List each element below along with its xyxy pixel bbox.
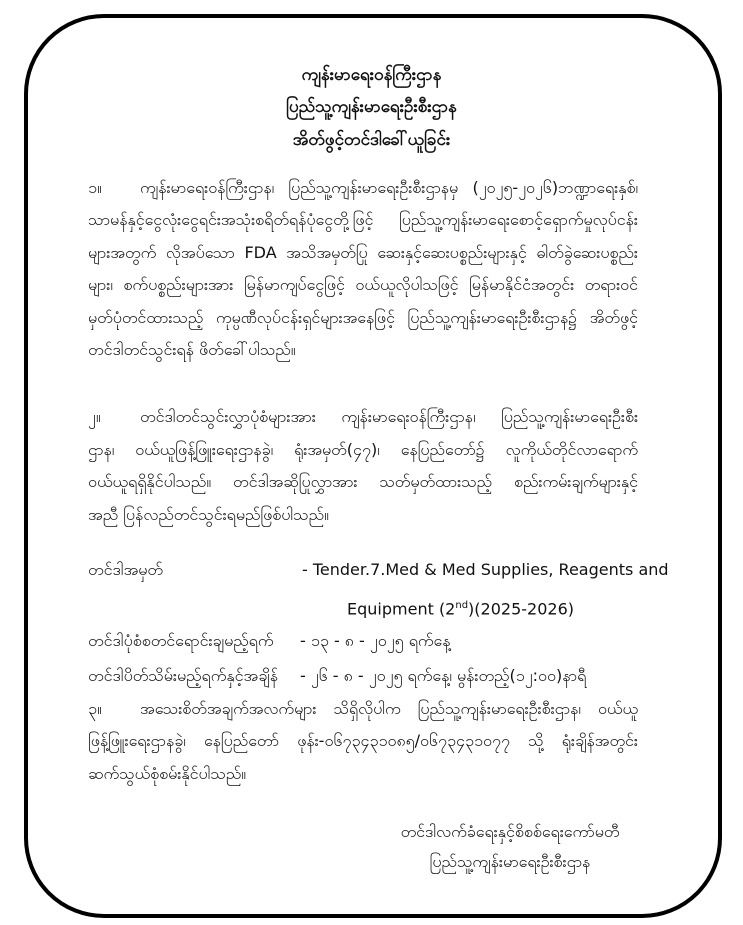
para2-line: အညီ ပြန်လည်တင်သွင်းရမည်ဖြစ်ပါသည်။ bbox=[88, 505, 329, 524]
sale-start-label: တင်ဒါပုံစံစတင်ရောင်းချမည့်ရက် bbox=[88, 631, 274, 650]
closing-label: တင်ဒါပိတ်သိမ်းမည့်ရက်နှင့်အချိန် bbox=[88, 666, 279, 685]
tender-number-value-cont bbox=[347, 595, 574, 620]
para2-line: ဝယ်ယူရရှိနိုင်ပါသည်။ တင်ဒါအဆိုပြုလွှာအား သတ်မှတ်ထားသည့် စည်းကမ်းချက်များနှင့် bbox=[88, 472, 638, 491]
para1-line: မှတ်ပုံတင်ထားသည့် ကုမ္ပဏီလုပ်ငန်းရှင်များအနေဖြင့် ပြည်သူ့ကျန်းမာရေးဦးစီးဌာန၌ အိတ်ဖွင့် bbox=[88, 308, 638, 327]
signature-committee: တင်ဒါလက်ခံရေးနှင့်စိစစ်ရေးကော်မတီ bbox=[400, 822, 620, 841]
para2-line: ဌာန၊ ဝယ်ယူဖြန့်ဖြူးရေးဌာနခွဲ၊ ရုံးအမှတ်(၄၇)၊ နေပြည်တော်၌ လူကိုယ်တိုင်လာရောက် bbox=[88, 440, 638, 459]
para1-line: ကျန်းမာရေးဝန်ကြီးဌာန၊ ပြည်သူ့ကျန်းမာရေးဦးစီးဌာနမှ (၂၀၂၅-၂၀၂၆)ဘဏ္ဍာရေးနှစ်၊ bbox=[140, 178, 638, 197]
tender-year-text: )(2025-2026) bbox=[468, 599, 574, 619]
para3-line: အသေးစိတ်အချက်အလက်များ သိရှိလိုပါက ပြည်သူ့ကျန်းမာရေးဦးစီးဌာန၊ ဝယ်ယူ bbox=[140, 699, 638, 718]
tender-number-label: တင်ဒါအမှတ် bbox=[88, 560, 163, 579]
para1-line: သာမန်နှင့်ငွေလုံးငွေရင်းအသုံးစရိတ်ရန်ပုံငွေတို့ဖြင့် ပြည်သူ့ကျန်းမာရေးစောင့်ရှောက်မှုလုပ်ငန်း bbox=[88, 210, 638, 229]
tender-ordinal-suffix: nd bbox=[455, 600, 469, 611]
sale-start-value: - ၁၃ - ၈ - ၂၀၂၅ ရက်နေ့ bbox=[300, 631, 451, 650]
para2-number: ၂။ bbox=[88, 407, 101, 426]
department-heading: ပြည်သူ့ကျန်းမာရေးဦးစီးဌာန bbox=[286, 97, 457, 117]
para2-line: တင်ဒါတင်သွင်းလွှာပုံစံများအား ကျန်းမာရေးဝန်ကြီးဌာန၊ ပြည်သူ့ကျန်းမာရေးဦးစီး bbox=[140, 407, 638, 426]
closing-value: - ၂၆ - ၈ - ၂၀၂၅ ရက်နေ့၊ မွန်းတည့်(၁၂:၀၀)နာရီ bbox=[300, 666, 587, 685]
signature-department: ပြည်သူ့ကျန်းမာရေးဦးစီးဌာန bbox=[429, 852, 591, 871]
para1-line: များအတွက် လိုအပ်သော FDA အသိအမှတ်ပြု ဆေးနှင့်ဆေးပစ္စည်းများနှင့် ဓါတ်ခွဲဆေးပစ္စည်း bbox=[88, 243, 638, 262]
notice-title: အိတ်ဖွင့်တင်ဒါခေါ်ယူခြင်း bbox=[292, 130, 451, 150]
para1-line: များ၊ စက်ပစ္စည်းများအား မြန်မာကျပ်ငွေဖြင့် ဝယ်ယူလိုပါသဖြင့် မြန်မာနိုင်ငံအတွင်း တရားဝင် bbox=[88, 275, 638, 294]
para1-number: ၁။ bbox=[88, 178, 102, 197]
para3-line: ဆက်သွယ်စုံစမ်းနိုင်ပါသည်။ bbox=[88, 764, 247, 783]
para1-line: တင်ဒါတင်သွင်းရန် ဖိတ်ခေါ်ပါသည်။ bbox=[88, 340, 296, 359]
ministry-heading: ကျန်းမာရေးဝန်ကြီးဌာန bbox=[301, 65, 442, 85]
tender-number-value: - Tender.7.Med & Med Supplies, Reagents and bbox=[302, 560, 669, 579]
tender-equipment-text: Equipment (2 bbox=[347, 599, 456, 619]
para3-line: ဖြန့်ဖြူးရေးဌာနခွဲ၊ နေပြည်တော် ဖုန်း-၀၆၇၃၄၃၁၀၈၅/၀၆၇၃၄၃၁၀၇၇ သို့ ရုံးချိန်အတွင်း bbox=[88, 731, 638, 750]
para3-number: ၃။ bbox=[88, 699, 102, 718]
